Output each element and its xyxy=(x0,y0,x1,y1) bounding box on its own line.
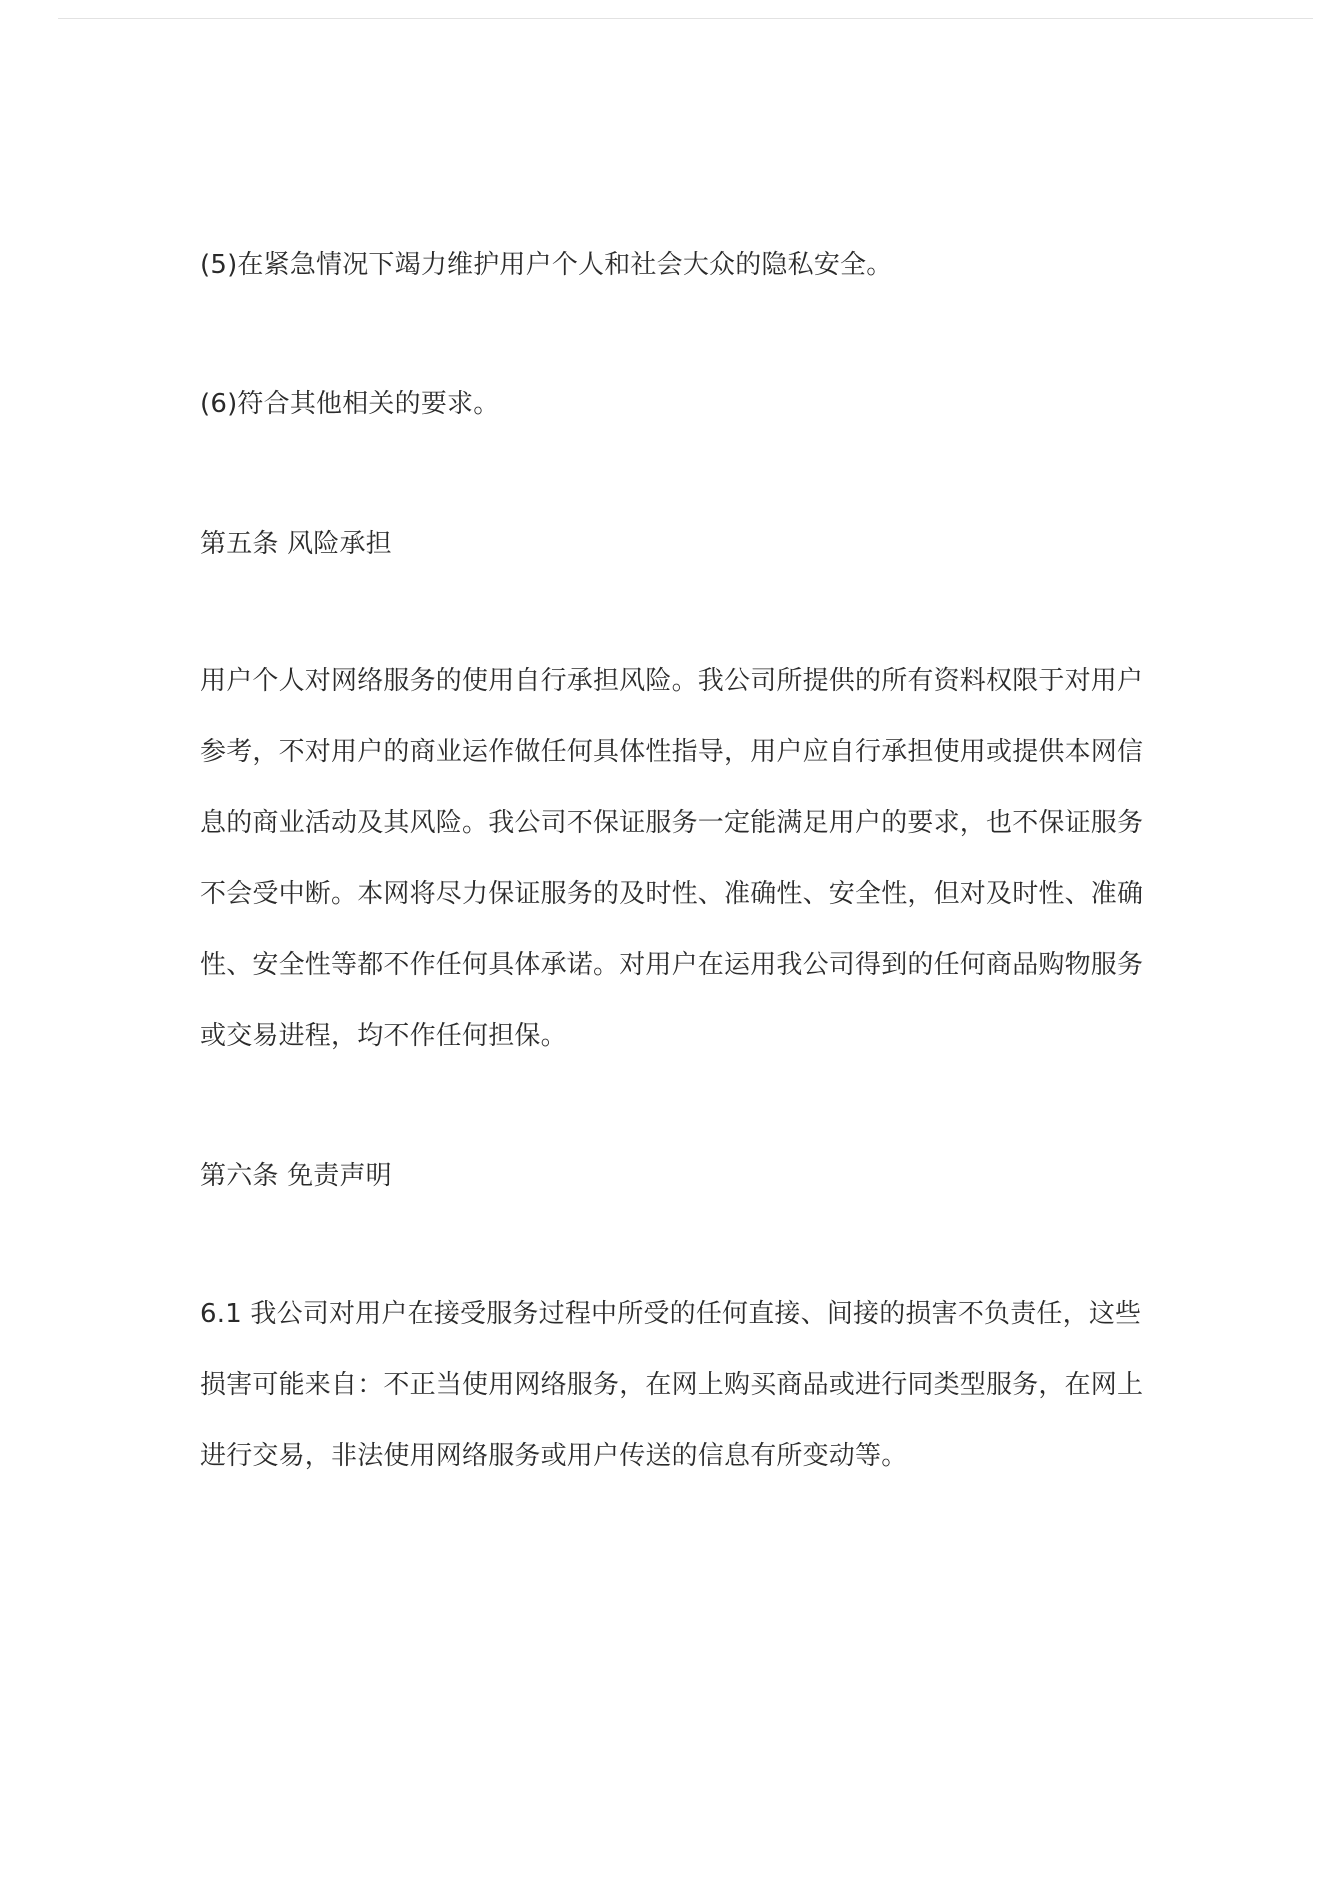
paragraph-line: 6.1 我公司对用户在接受服务过程中所受的任何直接、间接的损害不负责任，这些 xyxy=(200,1299,1142,1329)
paragraph-line: 不会受中断。本网将尽力保证服务的及时性、准确性、安全性，但对及时性、准确 xyxy=(200,879,1144,909)
paragraph-line: 参考，不对用户的商业运作做任何具体性指导，用户应自行承担使用或提供本网信 xyxy=(200,737,1144,767)
paragraph-line: 损害可能来自：不正当使用网络服务，在网上购买商品或进行同类型服务，在网上 xyxy=(200,1370,1144,1400)
article-5-paragraph xyxy=(200,646,1144,1072)
list-item-6: (6)符合其他相关的要求。 xyxy=(200,389,500,419)
paragraph-line: 或交易进程，均不作任何担保。 xyxy=(200,1021,567,1051)
article-6-paragraph xyxy=(200,1279,1144,1492)
paragraph-line: 进行交易，非法使用网络服务或用户传送的信息有所变动等。 xyxy=(200,1441,908,1471)
list-item-5: (5)在紧急情况下竭力维护用户个人和社会大众的隐私安全。 xyxy=(200,250,893,280)
scan-edge-line xyxy=(58,18,1313,19)
article-5-heading: 第五条 风险承担 xyxy=(200,529,392,559)
paragraph-line: 性、安全性等都不作任何具体承诺。对用户在运用我公司得到的任何商品购物服务 xyxy=(200,950,1144,980)
paragraph-line: 息的商业活动及其风险。我公司不保证服务一定能满足用户的要求，也不保证服务 xyxy=(200,808,1144,838)
article-6-heading: 第六条 免责声明 xyxy=(200,1161,392,1191)
paragraph-line: 用户个人对网络服务的使用自行承担风险。我公司所提供的所有资料权限于对用户 xyxy=(200,666,1144,696)
